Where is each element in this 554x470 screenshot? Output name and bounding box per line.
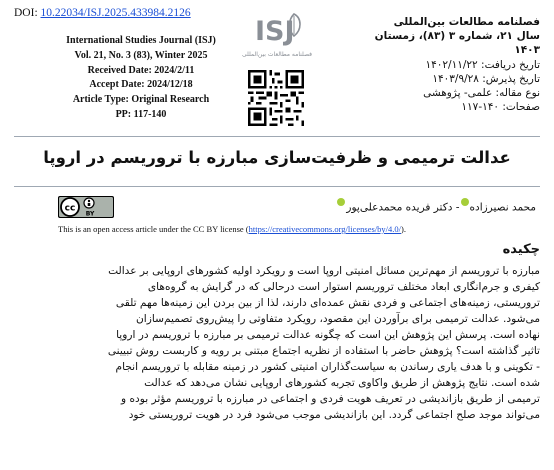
- abstract-line: مبارزه با تروریسم از مهم‌ترین مسائل امنیتی اروپا است و رویکرد اولیه کشورهای اروپایی بر عدالت: [108, 265, 540, 277]
- abstract-line: می‌شود. عدالت ترمیمی برای برآوردن این مقصود، رویکرد متفاوتی را پیش‌روی تصمیم‌سازان: [136, 312, 540, 325]
- cc-label: cc: [64, 203, 76, 214]
- received-date-en: Received Date: 2024/2/11: [87, 64, 195, 76]
- received-date-fa: تاریخ دریافت: ۱۴۰۲/۱۱/۲۲: [425, 58, 540, 71]
- abstract-line: شده است. نتایج پژوهش از طریق واکاوی تجربه کشورهای اروپایی نشان می‌دهد که عدالت: [144, 376, 540, 389]
- doi-line: [14, 7, 191, 19]
- license-text: This is an open access article under the CC BY license (: [58, 224, 249, 234]
- abstract-line: کیفری و جرم‌انگاری ابعاد مختلف تروریسم استوار است درحالی که در گرایش به گروه‌های: [147, 280, 540, 293]
- english-meta: [56, 34, 226, 123]
- abstract-line: تاثیر گذاشته است؟ پژوهش حاضر با استفاده از نظریه اجتماع مبتنی بر رویه و کاربست روش تبیینی: [107, 344, 540, 357]
- abstract-line: - تکوینی و با هدف یاری رساندن به سیاست‌گذاران امنیتی کشور در زمینه مقابله با تروریسم انجام: [115, 360, 540, 373]
- abstract-body: [14, 264, 540, 424]
- pages-en: PP: 117-140: [115, 108, 167, 120]
- doi-prefix: DOI:: [14, 7, 41, 19]
- license-link[interactable]: https://creativecommons.org/licenses/by/4.0/: [248, 224, 401, 234]
- author-1: محمد نصیرزاده: [469, 201, 536, 214]
- accept-date-en: Accept Date: 2024/12/18: [89, 79, 193, 91]
- abstract-line: نهاده است. پرسش این پژوهش این است که چگونه عدالت ترمیمی بر مبارزه با تروریسم در اروپا: [116, 328, 540, 341]
- article-type-en: Article Type: Original Research: [72, 94, 210, 106]
- top-divider: [14, 136, 540, 137]
- article-title: عدالت ترمیمی و ظرفیت‌سازی مبارزه با تروریسم در اروپا: [43, 148, 511, 167]
- persian-meta: [350, 15, 540, 114]
- abstract-line: می‌تواند موجد صلح اجتماعی گردد. این بازاندیشی موجب می‌شود فرد در هویت تروریستی خود: [128, 408, 540, 421]
- article-type-fa: نوع مقاله: علمی- پژوهشی: [423, 87, 540, 100]
- by-label: BY: [85, 210, 95, 218]
- logo-caption: فصلنامه مطالعات بین‌المللی: [241, 51, 313, 58]
- journal-logo: [241, 8, 313, 70]
- cc-by-badge: [58, 196, 114, 218]
- abstract-line: تروریستی، زمینه‌های اجتماعی و فردی نقش عمده‌ای دارند، لذا از بین بردن این زمینه‌ها مهم تلقی: [115, 296, 540, 309]
- orcid-icon[interactable]: [461, 198, 469, 206]
- pages-fa: صفحات: ۱۴۰-۱۱۷: [461, 101, 540, 114]
- doi-link[interactable]: 10.22034/ISJ.2025.433984.2126: [40, 7, 191, 19]
- journal-name-en: International Studies Journal (ISJ): [66, 35, 216, 46]
- accept-date-fa: تاریخ پذیرش: ۱۴۰۳/۹/۲۸: [432, 72, 540, 85]
- author-2: - دکتر فریده محمدعلی‌پور: [346, 201, 460, 214]
- license-end: ).: [401, 224, 406, 234]
- issue-fa: سال ۲۱، شماره ۳ (۸۳)، زمستان ۱۴۰۳: [374, 30, 540, 57]
- qr-code: [248, 70, 304, 126]
- title-divider: [14, 186, 540, 187]
- license-note: [58, 224, 406, 234]
- volume-en: Vol. 21, No. 3 (83), Winter 2025: [74, 49, 208, 61]
- authors: [336, 198, 536, 214]
- logo-text: ISJ: [255, 16, 295, 47]
- abstract-line: ترمیمی از طریق بازاندیشی در تعریف هویت فردی و اجتماعی در مبارزه با تروریسم مؤثر بوده و: [121, 392, 540, 405]
- journal-name-fa: فصلنامه مطالعات بین‌المللی: [393, 16, 540, 28]
- abstract-heading: چکیده: [502, 242, 540, 257]
- orcid-icon[interactable]: [337, 198, 345, 206]
